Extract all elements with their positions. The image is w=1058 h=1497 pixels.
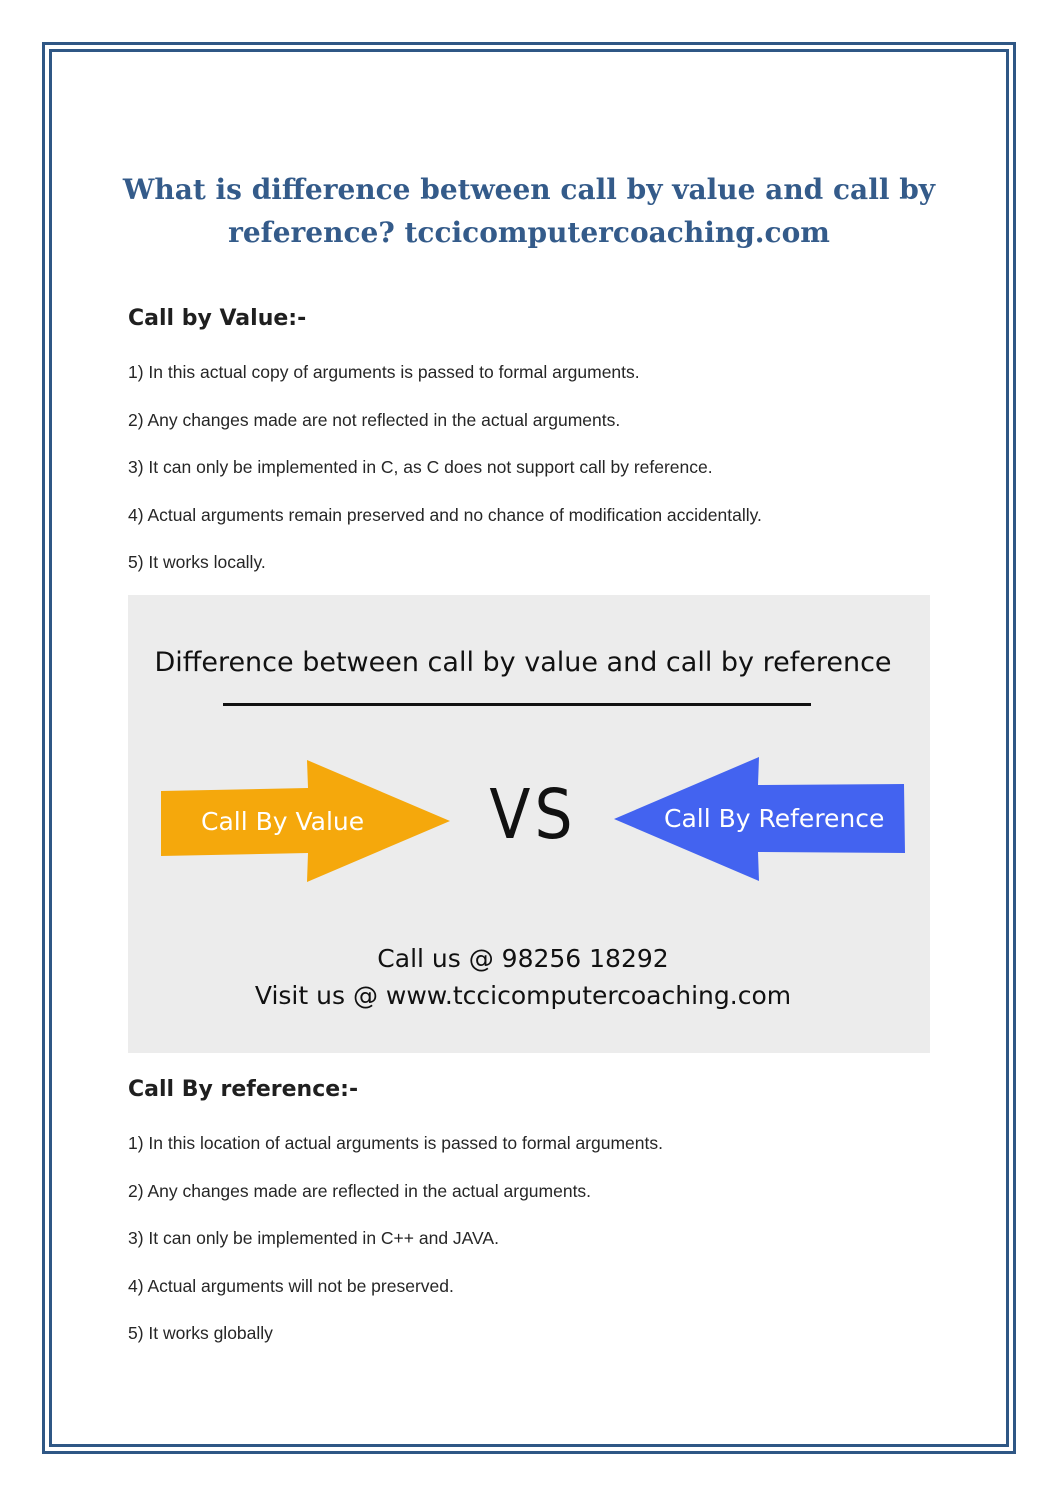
call-by-reference-arrow-label: Call By Reference bbox=[664, 804, 885, 833]
comparison-infographic bbox=[128, 595, 930, 1053]
infographic-title: Difference between call by value and call by reference bbox=[154, 647, 892, 678]
infographic-divider bbox=[223, 703, 811, 706]
list-item: 2) Any changes made are reflected in the actual arguments. bbox=[128, 1180, 592, 1201]
call-by-value-list bbox=[128, 361, 762, 599]
document-title: What is difference between call by value and call by reference? tccicomputercoaching.com bbox=[122, 173, 936, 249]
list-item: 4) Actual arguments remain preserved and no chance of modification accidentally. bbox=[128, 504, 762, 525]
call-by-value-arrow-label: Call By Value bbox=[201, 807, 365, 836]
list-item: 3) It can only be implemented in C, as C does not support call by reference. bbox=[128, 457, 713, 477]
list-item: 2) Any changes made are not reflected in the actual arguments. bbox=[128, 409, 621, 430]
contact-phone: Call us @ 98256 18292 bbox=[377, 944, 669, 973]
contact-website: Visit us @ www.tccicomputercoaching.com bbox=[254, 981, 792, 1010]
vs-label: VS bbox=[489, 774, 577, 856]
call-by-reference-list bbox=[128, 1132, 663, 1370]
list-item: 1) In this actual copy of arguments is passed to formal arguments. bbox=[128, 362, 640, 382]
call-by-value-heading: Call by Value:- bbox=[128, 306, 307, 331]
list-item: 1) In this location of actual arguments is passed to formal arguments. bbox=[128, 1133, 663, 1153]
list-item: 5) It works locally. bbox=[128, 552, 266, 572]
list-item: 4) Actual arguments will not be preserved. bbox=[128, 1275, 454, 1296]
call-by-reference-heading: Call By reference:- bbox=[128, 1077, 359, 1102]
list-item: 5) It works globally bbox=[128, 1323, 273, 1343]
list-item: 3) It can only be implemented in C++ and JAVA. bbox=[128, 1228, 499, 1248]
